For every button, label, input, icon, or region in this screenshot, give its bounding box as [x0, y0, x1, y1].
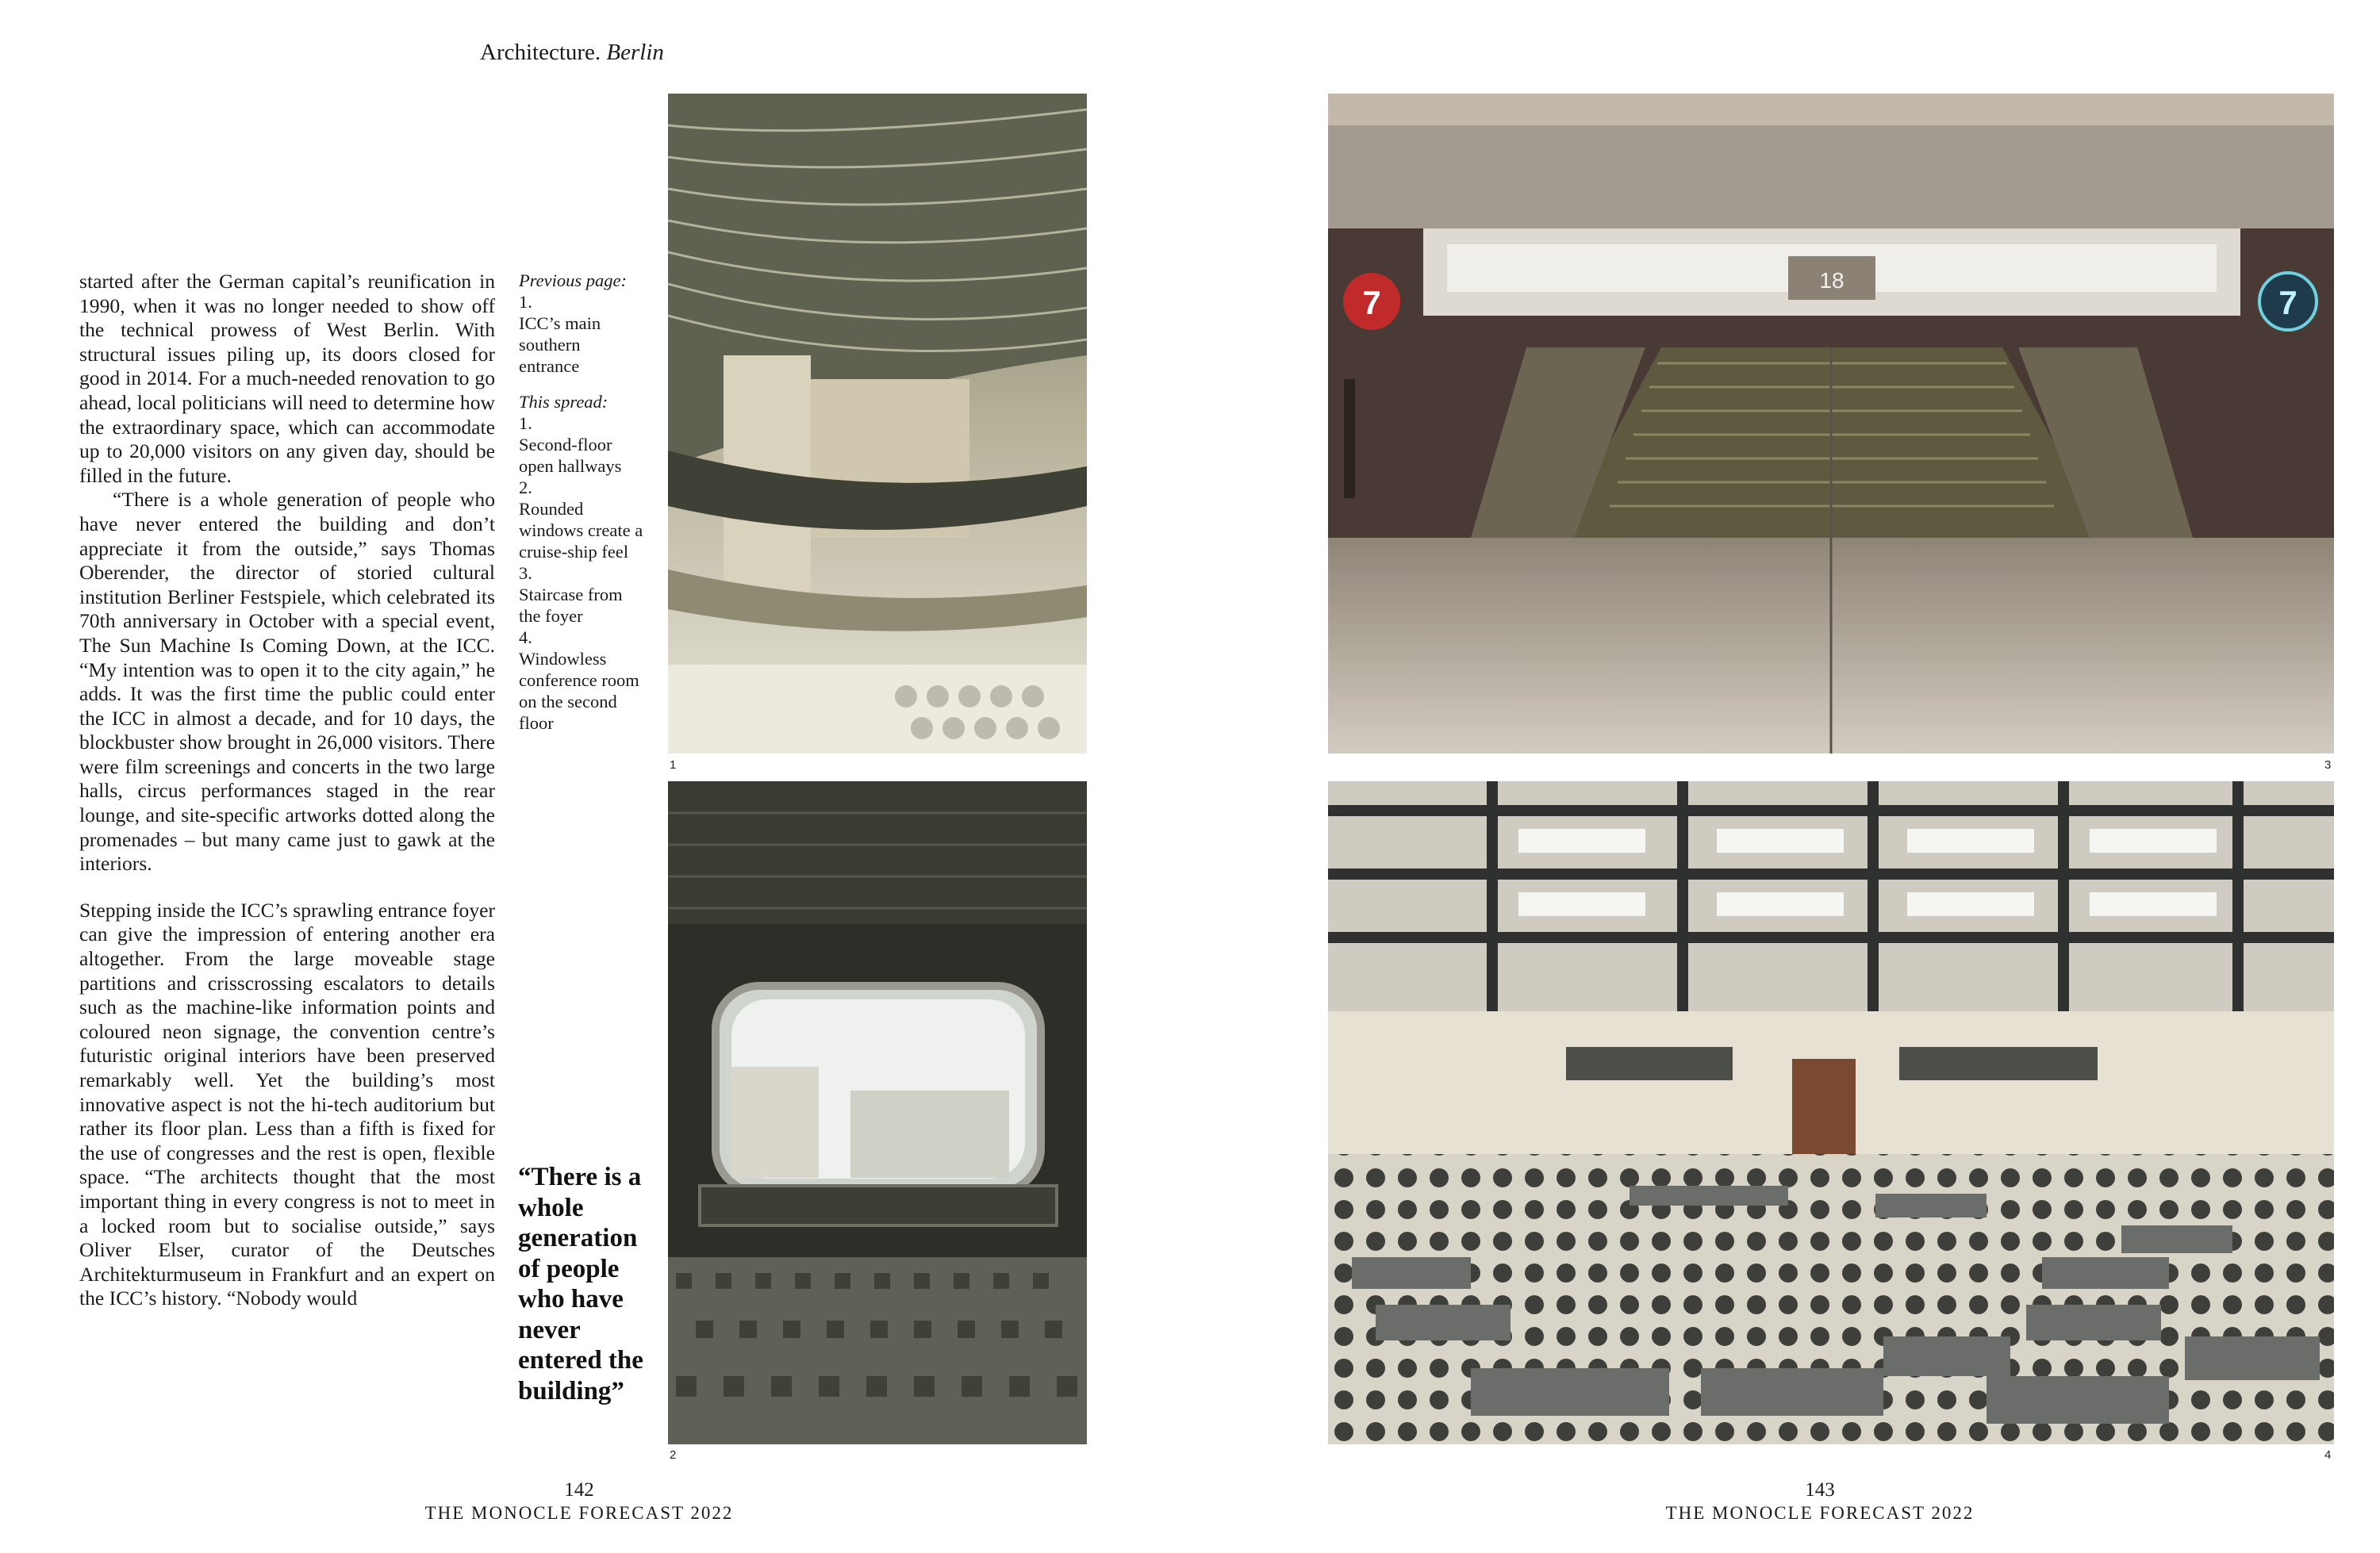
photo-number-1: 1 — [670, 758, 677, 772]
caption-number-1: 1. — [519, 413, 532, 433]
body-text — [79, 270, 495, 1311]
caption-text-4: Windowless conference room on the second floor — [519, 649, 639, 733]
photo-rounded-window — [668, 781, 1087, 1444]
photo-number-2: 2 — [670, 1448, 677, 1462]
photo-number-4: 4 — [2324, 1448, 2332, 1462]
section-name: Architecture. — [480, 40, 601, 65]
photo-open-hallways — [668, 94, 1087, 753]
pull-quote: “There is a whole generation of people who have never entered the building” — [518, 1163, 643, 1405]
caption-text-1: Second-floor open hallways — [519, 435, 622, 476]
photo-sign-left: 7 — [1362, 284, 1381, 321]
photo-sign-center: 18 — [1819, 268, 1844, 293]
body-paragraph-1: started after the German capital’s reunification in 1990, when it was no longer needed to show off the technical prowess of West Berlin. With structural issues piling up, its doors closed for good in 2014. For a much-needed renovation to go ahead, local politicians will need to determine how the extraordinary space, which can accommodate up to 20,000 visitors on any given day, should be filled in the future. — [79, 270, 495, 487]
caption-previous-heading: Previous page: — [519, 270, 627, 290]
section-label — [480, 40, 664, 66]
caption-text-2: Rounded windows create a cruise-ship feel — [519, 499, 643, 562]
folio-left — [413, 1478, 746, 1524]
photo-captions — [519, 270, 644, 734]
caption-text-3: Staircase from the foyer — [519, 585, 623, 626]
caption-spread-heading: This spread: — [519, 392, 608, 412]
caption-previous-number: 1. — [519, 292, 532, 312]
photo-staircase-foyer — [1328, 94, 2334, 753]
publication-name-left: THE MONOCLE FORECAST 2022 — [424, 1503, 734, 1523]
caption-number-4: 4. — [519, 627, 532, 647]
caption-previous-text: ICC’s main southern entrance — [519, 313, 601, 376]
caption-number-2: 2. — [519, 477, 532, 497]
page-number-left: 142 — [564, 1479, 594, 1501]
body-paragraph-2: “There is a whole generation of people who have never entered the building and don’t appreciate it from the outside,” says Thomas Oberender, the director of storied cultural institution Berliner Festspiele, which celebrated its 70th anniversary in October with a special event, The Sun Machine Is Coming Down, at the ICC. “My intention was to open it to the city again,” he adds. It was the first time the public could enter the ICC in almost a decade, and for 10 days, the blockbuster show brought in 26,000 visitors. There were film screenings and concerts in the two large halls, circus performances staged in the rear lounge, and site-specific artworks dotted along the promenades – but many came just to gawk at the interiors. — [79, 488, 495, 876]
publication-name-right: THE MONOCLE FORECAST 2022 — [1665, 1503, 1975, 1523]
folio-right — [1653, 1478, 1987, 1524]
caption-number-3: 3. — [519, 563, 532, 583]
page-number-right: 143 — [1805, 1479, 1835, 1501]
body-paragraph-3: Stepping inside the ICC’s sprawling entrance foyer can give the impression of entering another era altogether. From the large moveable stage partitions and crisscrossing escalators to details such as the machine-like information points and coloured neon signage, the convention centre’s futuristic original interiors have been preserved remarkably well. Yet the building’s most innovative aspect is not the hi-tech auditorium but rather its floor plan. Less than a fifth is fixed for the use of congresses and the rest is open, flexible space. “The architects thought that the most important thing in every congress is not to meet in a locked room but to socialise outside,” says Oliver Elser, curator of the Deutsches Architekturmuseum in Frankfurt and an expert on the ICC’s history. “Nobody would — [79, 898, 495, 1310]
photo-number-3: 3 — [2324, 758, 2332, 772]
section-city: Berlin — [606, 40, 664, 65]
photo-sign-right: 7 — [2278, 284, 2297, 321]
photo-conference-room — [1328, 781, 2334, 1444]
